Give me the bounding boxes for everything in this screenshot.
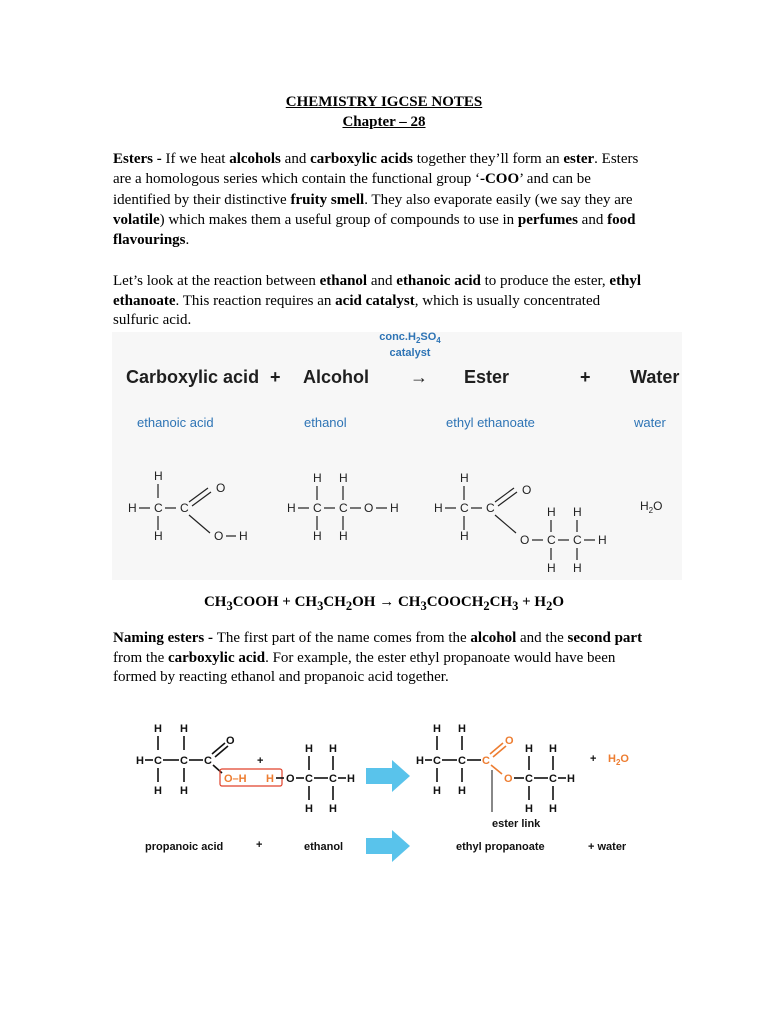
atom-o: O xyxy=(214,529,224,543)
naming-esters-paragraph xyxy=(113,629,648,688)
atom-h: H xyxy=(287,501,296,515)
bold-term: fruity smell xyxy=(290,191,365,208)
atom-h: H xyxy=(154,469,163,483)
eq-part: COOCH xyxy=(426,594,484,610)
eq-part: COOH + CH xyxy=(232,594,318,610)
atom-c: C xyxy=(305,773,313,785)
eq-sub: 2 xyxy=(546,599,553,613)
label-ethanol: ethanol xyxy=(304,841,344,853)
eq-sub: 3 xyxy=(420,599,427,613)
text-run: from the xyxy=(113,649,168,666)
reaction-intro-paragraph xyxy=(113,272,648,331)
esters-term: Esters - xyxy=(113,151,166,167)
propanoate-diagram xyxy=(130,712,650,862)
atom-c: C xyxy=(180,755,188,767)
atom-o: O xyxy=(522,483,532,497)
eq-sub: 3 xyxy=(512,599,519,613)
heading-alcohol: Alcohol xyxy=(303,367,369,387)
label-ethanol: ethanol xyxy=(304,415,347,430)
label-propanoic-acid: propanoic acid xyxy=(145,841,224,853)
heading-carboxylic-acid: Carboxylic acid xyxy=(126,367,260,387)
atom-c: C xyxy=(154,755,162,767)
atom-c: C xyxy=(339,501,348,515)
atom-h: H xyxy=(567,773,575,785)
atom-o: O xyxy=(505,735,514,747)
atom-o: O xyxy=(520,533,530,547)
atom-h: H xyxy=(433,723,441,735)
atom-o: O xyxy=(364,501,374,515)
atom-h: H xyxy=(305,803,313,815)
plus-sign: + xyxy=(256,839,263,851)
atom-c: C xyxy=(547,533,556,547)
bold-term: ethanol xyxy=(319,273,368,289)
atom-o: O xyxy=(504,773,513,785)
atom-h: H xyxy=(347,773,355,785)
atom-h: H xyxy=(433,785,441,797)
atom-c: C xyxy=(154,501,163,515)
forward-arrow-icon xyxy=(366,830,410,862)
atom-c: C xyxy=(180,501,189,515)
ethanol-structure xyxy=(276,743,355,815)
bold-term: -COO xyxy=(479,171,520,188)
text-run: and the xyxy=(516,630,568,646)
esterification-diagram xyxy=(112,324,682,580)
eq-part: CH xyxy=(489,594,513,610)
bold-term: perfumes xyxy=(517,211,578,228)
atom-h: H xyxy=(547,505,556,519)
atom-h: H xyxy=(266,773,274,785)
atom-h: H xyxy=(339,471,348,485)
naming-esters-term: Naming esters - xyxy=(113,630,217,646)
atom-c: C xyxy=(329,773,337,785)
heading-ester: Ester xyxy=(464,367,510,387)
atom-h: H xyxy=(136,755,144,767)
bold-term: alcohol xyxy=(470,630,517,646)
label-water: water xyxy=(634,415,666,430)
text-run: . For example, the ester ethyl propanoate would have been formed by reacting ethanol and propanoic acid together. xyxy=(113,649,616,686)
ester-link-label: ester link xyxy=(492,818,541,830)
text-run: and xyxy=(577,211,608,228)
eq-part: CH xyxy=(323,594,346,610)
bold-term: alcohols xyxy=(229,151,281,167)
atom-h: H xyxy=(549,803,557,815)
plus-sign: + xyxy=(257,755,264,767)
ethyl-group xyxy=(514,743,575,815)
atom-h: H xyxy=(313,529,322,543)
atom-h: H xyxy=(416,755,424,767)
bold-term: carboxylic acid xyxy=(167,649,266,666)
text-run: and xyxy=(280,151,311,167)
label-ethyl-propanoate: ethyl propanoate xyxy=(456,841,545,853)
atom-h: H xyxy=(525,803,533,815)
bold-term: ester xyxy=(563,151,595,167)
atom-c: C xyxy=(549,773,557,785)
atom-h: H xyxy=(573,561,582,575)
atom-h: H xyxy=(525,743,533,755)
page-title: CHEMISTRY IGCSE NOTES xyxy=(285,94,483,110)
catalyst-formula: $conc.H_2SO_4$ xyxy=(379,331,441,345)
eq-sub: 3 xyxy=(317,599,324,613)
text-run: If we heat xyxy=(165,151,230,167)
water-formula: $H_2O$ xyxy=(640,499,663,515)
plus-sign: + xyxy=(590,753,597,765)
atom-h: H xyxy=(390,501,399,515)
text-run: The first part of the name comes from the xyxy=(216,630,471,646)
text-run: . They also evaporate easily (we say they are xyxy=(364,191,633,208)
atom-h: H xyxy=(460,471,469,485)
atom-h: H xyxy=(573,505,582,519)
atom-h: H xyxy=(305,743,313,755)
atom-h: H xyxy=(547,561,556,575)
atom-c: C xyxy=(482,755,490,767)
plus-sign: + xyxy=(580,367,591,387)
text-run: Let’s look at the reaction between xyxy=(113,273,320,289)
text-run: . xyxy=(185,232,190,249)
text-run: and xyxy=(367,273,397,289)
catalyst-label: catalyst xyxy=(389,347,431,359)
bold-term: ethanoic acid xyxy=(396,273,481,289)
label-ethanoic-acid: ethanoic acid xyxy=(137,415,214,430)
atom-o: O xyxy=(286,773,295,785)
chemical-equation xyxy=(0,594,768,614)
eq-part: + H xyxy=(518,594,547,610)
text-run: , which is usually concentrated sulfuric acid. xyxy=(113,292,601,329)
atom-h: H xyxy=(329,743,337,755)
atom-h: H xyxy=(180,723,188,735)
forward-arrow-icon xyxy=(366,760,410,792)
atom-c: C xyxy=(458,755,466,767)
text-run: . This reaction requires an xyxy=(175,292,336,309)
heading-water: Water xyxy=(630,367,680,387)
text-run: to produce the ester, xyxy=(480,273,610,289)
label-water: + water xyxy=(588,841,627,853)
eq-sub: 3 xyxy=(226,599,233,613)
bold-term: carboxylic acids xyxy=(310,151,413,167)
label-ethyl-ethanoate: ethyl ethanoate xyxy=(446,415,535,430)
atom-c: C xyxy=(486,501,495,515)
eq-part: CH xyxy=(203,594,227,610)
atom-c: C xyxy=(433,755,441,767)
ethyl-propanoate-structure xyxy=(416,723,481,797)
page-header xyxy=(0,92,768,132)
atom-h: H xyxy=(460,529,469,543)
eq-part: OH → CH xyxy=(352,594,421,610)
atom-h: H xyxy=(329,803,337,815)
atom-h: H xyxy=(154,723,162,735)
eq-sub: 2 xyxy=(345,599,353,613)
atom-h: H xyxy=(239,529,248,543)
reaction-arrow: → xyxy=(410,367,428,387)
atom-h: H xyxy=(458,785,466,797)
atom-h: H xyxy=(180,785,188,797)
ester-group xyxy=(482,735,514,785)
water-formula: $H_2O$ xyxy=(608,753,629,767)
esters-paragraph xyxy=(113,149,648,250)
atom-h: H xyxy=(549,743,557,755)
eq-sub: 2 xyxy=(483,599,490,613)
atom-c: C xyxy=(460,501,469,515)
text-run: ’ and can be identified by their distinctive xyxy=(113,171,591,208)
bold-term: second part xyxy=(567,630,643,646)
atom-c: C xyxy=(573,533,582,547)
atom-h: H xyxy=(154,785,162,797)
atom-o: O xyxy=(216,481,226,495)
eq-part: O xyxy=(552,594,565,610)
atom-h: H xyxy=(434,501,443,515)
text-run: together they’ll form an xyxy=(412,151,564,167)
atom-c: C xyxy=(525,773,533,785)
bold-term: volatile xyxy=(113,211,160,228)
atom-h: H xyxy=(128,501,137,515)
atom-c: C xyxy=(204,755,212,767)
bold-term: ethyl ethanoate xyxy=(113,273,642,309)
atom-o: O xyxy=(226,735,235,747)
text-run: ) which makes them a useful group of compounds to use in xyxy=(159,211,518,228)
bold-term: acid catalyst xyxy=(335,292,415,309)
atom-c: C xyxy=(313,501,322,515)
atom-h: H xyxy=(458,723,466,735)
atom-h: H xyxy=(598,533,607,547)
text-run: . Esters are a homologous series which contain the functional group ‘ xyxy=(113,151,639,188)
atom-h: H xyxy=(339,529,348,543)
plus-sign: + xyxy=(270,367,281,387)
atom-h: H xyxy=(154,529,163,543)
atom-h: H xyxy=(313,471,322,485)
oh-group: O–H xyxy=(224,773,247,785)
chapter-title: Chapter – 28 xyxy=(342,114,426,130)
bold-term: food flavourings xyxy=(113,211,636,249)
